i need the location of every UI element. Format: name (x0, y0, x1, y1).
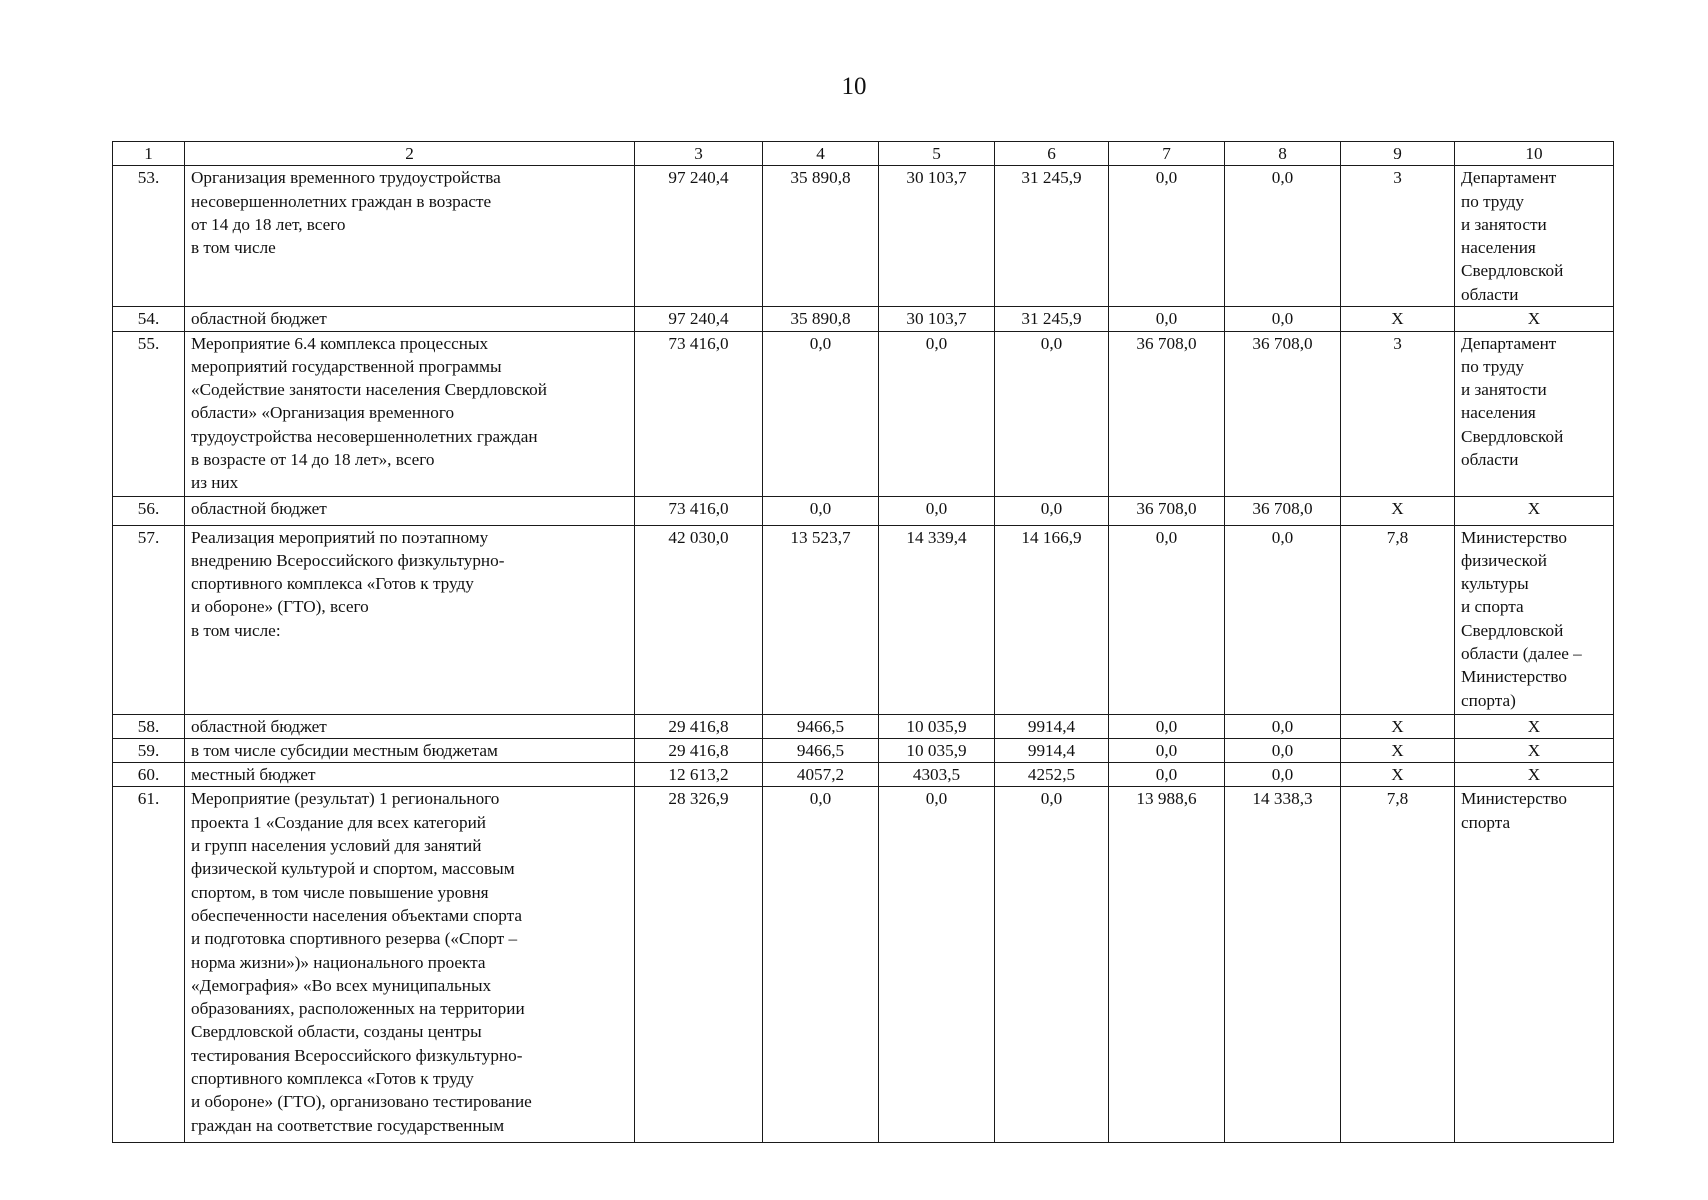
table-row (113, 714, 1614, 738)
budget-table (112, 141, 1614, 1143)
value-col-5: 0,0 (879, 496, 995, 525)
value-col-9: 7,8 (1341, 787, 1455, 1143)
value-col-6: 0,0 (995, 496, 1109, 525)
value-col-3: 73 416,0 (635, 331, 763, 496)
row-description: областной бюджет (185, 496, 635, 525)
table-header-row (113, 142, 1614, 166)
value-col-8: 0,0 (1225, 307, 1341, 331)
value-col-7: 0,0 (1109, 166, 1225, 307)
value-col-5: 30 103,7 (879, 166, 995, 307)
value-col-3: 12 613,2 (635, 763, 763, 787)
value-col-5: 0,0 (879, 787, 995, 1143)
value-col-3: 97 240,4 (635, 166, 763, 307)
header-cell: 4 (763, 142, 879, 166)
value-col-7: 0,0 (1109, 738, 1225, 762)
value-col-9: 3 (1341, 166, 1455, 307)
value-col-6: 9914,4 (995, 738, 1109, 762)
row-description: Реализация мероприятий по поэтапному внедрению Всероссийского физкультурно- спортивного комплекса «Готов к труду и обороне» (ГТО), всего в том числе: (185, 525, 635, 714)
row-number: 53. (113, 166, 185, 307)
row-description: в том числе субсидии местным бюджетам (185, 738, 635, 762)
value-col-9: 3 (1341, 331, 1455, 496)
responsible-party: X (1455, 763, 1614, 787)
value-col-6: 0,0 (995, 331, 1109, 496)
value-col-5: 14 339,4 (879, 525, 995, 714)
responsible-party: X (1455, 307, 1614, 331)
value-col-5: 30 103,7 (879, 307, 995, 331)
value-col-3: 29 416,8 (635, 738, 763, 762)
row-number: 56. (113, 496, 185, 525)
value-col-7: 0,0 (1109, 714, 1225, 738)
value-col-7: 36 708,0 (1109, 331, 1225, 496)
value-col-8: 36 708,0 (1225, 496, 1341, 525)
value-col-8: 0,0 (1225, 525, 1341, 714)
value-col-7: 0,0 (1109, 307, 1225, 331)
header-cell: 3 (635, 142, 763, 166)
responsible-party: X (1455, 496, 1614, 525)
value-col-8: 36 708,0 (1225, 331, 1341, 496)
row-number: 58. (113, 714, 185, 738)
responsible-party: Департамент по труду и занятости населения Свердловской области (1455, 331, 1614, 496)
value-col-3: 28 326,9 (635, 787, 763, 1143)
value-col-6: 4252,5 (995, 763, 1109, 787)
value-col-9: 7,8 (1341, 525, 1455, 714)
value-col-7: 13 988,6 (1109, 787, 1225, 1143)
responsible-party: X (1455, 738, 1614, 762)
value-col-6: 9914,4 (995, 714, 1109, 738)
value-col-9: X (1341, 496, 1455, 525)
value-col-7: 0,0 (1109, 763, 1225, 787)
header-cell: 9 (1341, 142, 1455, 166)
value-col-4: 35 890,8 (763, 166, 879, 307)
row-number: 57. (113, 525, 185, 714)
table-row (113, 307, 1614, 331)
value-col-4: 0,0 (763, 496, 879, 525)
header-cell: 7 (1109, 142, 1225, 166)
value-col-9: X (1341, 714, 1455, 738)
table-row (113, 331, 1614, 496)
value-col-8: 0,0 (1225, 166, 1341, 307)
value-col-5: 10 035,9 (879, 738, 995, 762)
row-number: 54. (113, 307, 185, 331)
value-col-8: 0,0 (1225, 763, 1341, 787)
value-col-8: 0,0 (1225, 714, 1341, 738)
responsible-party: Департамент по труду и занятости населения Свердловской области (1455, 166, 1614, 307)
value-col-4: 9466,5 (763, 738, 879, 762)
value-col-8: 0,0 (1225, 738, 1341, 762)
value-col-4: 4057,2 (763, 763, 879, 787)
table-row (113, 166, 1614, 307)
value-col-4: 0,0 (763, 331, 879, 496)
header-cell: 1 (113, 142, 185, 166)
row-number: 61. (113, 787, 185, 1143)
row-number: 60. (113, 763, 185, 787)
responsible-party: Министерство физической культуры и спорта Свердловской области (далее – Министерство спорта) (1455, 525, 1614, 714)
row-description: Мероприятие 6.4 комплекса процессных мероприятий государственной программы «Содействие занятости населения Свердловской области» «Организация временного трудоустройства несовершеннолетних граждан в возрасте от 14 до 18 лет», всего из них (185, 331, 635, 496)
page-number: 10 (841, 73, 867, 100)
table-row (113, 763, 1614, 787)
value-col-8: 14 338,3 (1225, 787, 1341, 1143)
value-col-9: X (1341, 738, 1455, 762)
value-col-4: 9466,5 (763, 714, 879, 738)
value-col-5: 4303,5 (879, 763, 995, 787)
header-cell: 5 (879, 142, 995, 166)
table-row (113, 525, 1614, 714)
value-col-3: 29 416,8 (635, 714, 763, 738)
row-description: местный бюджет (185, 763, 635, 787)
value-col-9: X (1341, 307, 1455, 331)
row-description: Мероприятие (результат) 1 регионального проекта 1 «Создание для всех категорий и групп населения условий для занятий физической культурой и спортом, массовым спортом, в том числе повышение уровня обеспеченности населения объектами спорта и подготовка спортивного резерва («Спорт – норма жизни»)» национального проекта «Демография» «Во всех муниципальных образованиях, расположенных на территории Свердловской области, созданы центры тестирования Всероссийского физкультурно- спортивного комплекса «Готов к труду и обороне» (ГТО), организовано тестирование граждан на соответствие государственным (185, 787, 635, 1143)
value-col-4: 13 523,7 (763, 525, 879, 714)
table-row (113, 787, 1614, 1143)
value-col-3: 42 030,0 (635, 525, 763, 714)
value-col-6: 14 166,9 (995, 525, 1109, 714)
value-col-6: 31 245,9 (995, 166, 1109, 307)
value-col-3: 97 240,4 (635, 307, 763, 331)
row-number: 59. (113, 738, 185, 762)
row-description: Организация временного трудоустройства несовершеннолетних граждан в возрасте от 14 до 18 лет, всего в том числе (185, 166, 635, 307)
value-col-6: 0,0 (995, 787, 1109, 1143)
value-col-3: 73 416,0 (635, 496, 763, 525)
value-col-4: 0,0 (763, 787, 879, 1143)
row-number: 55. (113, 331, 185, 496)
header-cell: 8 (1225, 142, 1341, 166)
responsible-party: Министерство спорта (1455, 787, 1614, 1143)
row-description: областной бюджет (185, 307, 635, 331)
table-row (113, 496, 1614, 525)
value-col-6: 31 245,9 (995, 307, 1109, 331)
header-cell: 10 (1455, 142, 1614, 166)
value-col-7: 0,0 (1109, 525, 1225, 714)
responsible-party: X (1455, 714, 1614, 738)
value-col-4: 35 890,8 (763, 307, 879, 331)
table-row (113, 738, 1614, 762)
header-cell: 6 (995, 142, 1109, 166)
value-col-5: 0,0 (879, 331, 995, 496)
row-description: областной бюджет (185, 714, 635, 738)
value-col-5: 10 035,9 (879, 714, 995, 738)
value-col-7: 36 708,0 (1109, 496, 1225, 525)
value-col-9: X (1341, 763, 1455, 787)
header-cell: 2 (185, 142, 635, 166)
